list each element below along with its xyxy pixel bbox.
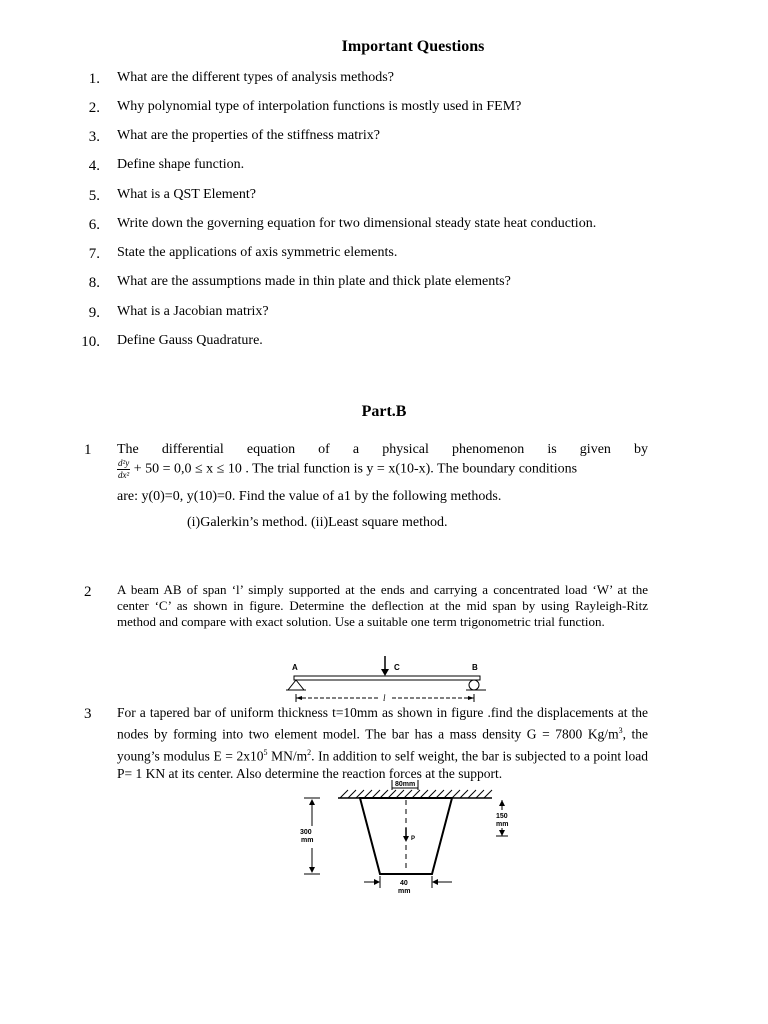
right-dim-arrow-down-icon <box>499 830 505 836</box>
question-number: 10. <box>81 334 100 350</box>
pin-support-icon <box>288 680 304 690</box>
q3-sup-c: 2 <box>307 747 312 757</box>
question-number: 2. <box>88 100 100 116</box>
question-text: What is a Jacobian matrix? <box>117 304 269 319</box>
question-number: 6. <box>88 217 100 233</box>
question-text: Define Gauss Quadrature. <box>117 333 263 348</box>
question-text: What is a QST Element? <box>117 187 256 202</box>
part-b-q3-text <box>117 704 648 783</box>
q3-text-b: , the young’s modulus E = 2x10 <box>117 726 649 763</box>
question-number: 5. <box>88 188 100 204</box>
left-dim-arrow-down-icon <box>309 867 315 873</box>
question-text: Why polynomial type of interpolation functions is mostly used in FEM? <box>117 99 522 114</box>
part-b-q1-line2 <box>117 458 648 481</box>
top-width-label: 80mm <box>395 781 416 788</box>
fraction-numerator: d²y <box>118 458 130 468</box>
beam-label-c: C <box>394 663 400 672</box>
part-b-q2-text: A beam AB of span ‘l’ simply supported at the ends and carrying a concentrated load ‘W’ at the center ‘C’ as shown in figure. Determine the deflection at the mid span by using Rayleigh-Ritz method and compare with exact solution. Use a suitable one term trigonometric trial function. <box>117 582 648 629</box>
question-text: Write down the governing equation for two dimensional steady state heat conduction. <box>117 216 597 231</box>
part-b-heading: Part.B <box>361 403 407 420</box>
beam <box>294 676 480 680</box>
part-b-q3-number: 3 <box>84 706 92 722</box>
question-number: 1. <box>88 71 100 87</box>
bottom-dim-arrow-right-icon <box>374 879 380 885</box>
question-text: State the applications of axis symmetric elements. <box>117 245 398 260</box>
span-arrow-right-icon <box>468 696 474 700</box>
question-number: 3. <box>88 129 100 145</box>
question-text: Define shape function. <box>117 157 245 172</box>
q3-text-d: . In addition to self weight, the bar is subjected to a point load P= 1 KN at its center. Also determine the reaction forces at the support. <box>117 748 648 781</box>
bottom-dim-value: 40 <box>400 880 408 887</box>
load-p-label: P <box>411 836 416 842</box>
q3-sup-a: 3 <box>618 726 623 735</box>
part-b-q2-number: 2 <box>84 584 92 600</box>
beam-label-b: B <box>472 663 478 672</box>
q3-text-c: MN/m <box>267 748 308 763</box>
right-dim-arrow-up-icon <box>499 800 505 806</box>
question-text: What are the assumptions made in thin plate and thick plate elements? <box>117 274 511 289</box>
part-b-q1-methods: (i)Galerkin’s method. (ii)Least square method. <box>187 515 448 530</box>
part-b-q1-line3: are: y(0)=0, y(10)=0. Find the value of a1 by the following methods. <box>117 489 502 504</box>
question-text: What are the different types of analysis methods? <box>117 70 394 85</box>
question-number: 7. <box>88 246 100 262</box>
support-hatch <box>340 790 492 798</box>
question-text: What are the properties of the stiffness matrix? <box>117 128 380 143</box>
fraction-denominator: dx² <box>118 470 130 480</box>
right-dim-unit: mm <box>496 821 509 828</box>
span-label: l <box>383 693 386 703</box>
equation-text: + 50 = 0,0 ≤ x ≤ 10 <box>133 461 242 477</box>
trial-function-text: . The trial function is y = x(10-x). The boundary conditions <box>245 461 578 477</box>
q3-text-a: For a tapered bar of uniform thickness t=10mm as shown in figure .find the displacements at the nodes by forming into two element model. The bar has a mass density G = 7800 Kg/m <box>117 705 648 742</box>
beam-label-a: A <box>292 663 298 672</box>
span-arrow-left-icon <box>296 696 302 700</box>
question-number: 4. <box>88 158 100 174</box>
tapered-bar-figure <box>292 778 522 896</box>
page-title: Important Questions <box>341 38 485 55</box>
left-dim-unit: mm <box>301 837 314 844</box>
q3-sup-b: 5 <box>263 747 268 757</box>
bottom-dim-unit: mm <box>398 888 411 895</box>
part-b-q1-number: 1 <box>84 442 92 458</box>
question-number: 9. <box>88 305 100 321</box>
beam-figure <box>284 654 494 704</box>
load-arrow-head-icon <box>381 669 389 676</box>
left-dim-arrow-up-icon <box>309 799 315 805</box>
question-number: 8. <box>88 275 100 291</box>
left-dim-value: 300 <box>300 829 312 836</box>
roller-support-icon <box>469 680 479 690</box>
right-dim-value: 150 <box>496 813 508 820</box>
part-b-q1-line1: The differential equation of a physical phenomenon is given by <box>117 442 648 457</box>
derivative-fraction <box>117 458 130 481</box>
